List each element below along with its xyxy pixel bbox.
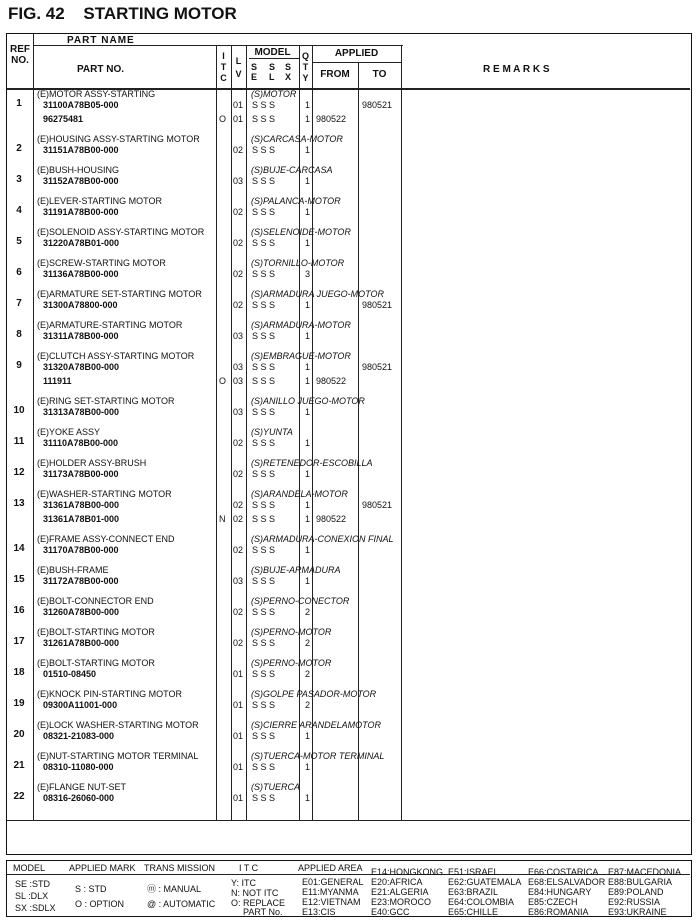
ref-number: 13	[13, 498, 25, 509]
applied-area-item: E51:ISRAEL	[448, 867, 499, 877]
applied-from: 980522	[316, 114, 347, 124]
header-applied: APPLIED	[334, 48, 379, 59]
model-applicability: S S S	[252, 145, 276, 155]
applied-area-item: E89:POLAND	[608, 887, 664, 897]
legend-itc-title: I T C	[239, 863, 259, 873]
applied-area-item: E62:GUATEMALA	[448, 877, 522, 887]
level-code: 03	[233, 362, 244, 372]
part-number: 31261A78B00-000	[43, 638, 120, 648]
model-applicability: S S S	[252, 469, 276, 479]
level-code: 02	[233, 607, 244, 617]
part-name-spanish: (S)ARMADURA-MOTOR	[251, 320, 351, 330]
part-number: 31313A78B00-000	[43, 407, 120, 417]
ref-number: 18	[13, 667, 25, 678]
applied-from: 980522	[316, 376, 347, 386]
ref-number: 8	[16, 329, 22, 340]
part-name-english: (E)SCREW-STARTING MOTOR	[37, 258, 166, 268]
level-code: 03	[233, 331, 244, 341]
level-code: 01	[233, 100, 244, 110]
ref-number: 4	[16, 205, 22, 216]
part-name-spanish: (S)BUJE-ARMADURA	[251, 565, 341, 575]
part-name-spanish: (S)TORNILLO-MOTOR	[251, 258, 345, 268]
ref-number: 6	[16, 267, 22, 278]
model-applicability: S S S	[252, 331, 276, 341]
part-name-spanish: (S)PERNO-CONECTOR	[251, 596, 350, 606]
level-code: 01	[233, 762, 244, 772]
header-remarks: R E M A R K S	[483, 64, 550, 75]
model-applicability: S S S	[252, 362, 276, 372]
level-code: 03	[233, 176, 244, 186]
quantity: 1	[305, 376, 311, 386]
part-name-spanish: (S)RETENEDOR-ESCOBILLA	[251, 458, 373, 468]
applied-to: 980521	[362, 300, 393, 310]
part-name-english: (E)ARMATURE-STARTING MOTOR	[37, 320, 183, 330]
quantity: 2	[305, 638, 311, 648]
part-name-english: (E)BUSH-FRAME	[37, 565, 109, 575]
part-name-english: (E)NUT-STARTING MOTOR TERMINAL	[37, 751, 199, 761]
part-name-english: (E)HOLDER ASSY-BRUSH	[37, 458, 147, 468]
part-name-english: (E)BUSH-HOUSING	[37, 165, 120, 175]
part-number: 111911	[43, 376, 72, 386]
part-number: 96275481	[43, 114, 84, 124]
header-model-sx: S X	[285, 62, 292, 82]
ref-number: 10	[13, 405, 25, 416]
model-applicability: S S S	[252, 700, 276, 710]
part-number: 31152A78B00-000	[43, 176, 119, 186]
quantity: 1	[305, 207, 311, 217]
applied-from: 980522	[316, 514, 347, 524]
legend-trans-automatic: @ : AUTOMATIC	[147, 899, 216, 909]
part-name-spanish: (S)PERNO-MOTOR	[251, 627, 332, 637]
model-applicability: S S S	[252, 793, 276, 803]
legend-model-title: MODEL	[13, 863, 46, 873]
header-qty: Q T Y	[301, 51, 309, 83]
applied-area-item: E21:ALGERIA	[371, 887, 429, 897]
legend-model-se: SE :STD	[15, 879, 51, 889]
header-part-no: PART NO.	[77, 64, 125, 75]
quantity: 2	[305, 607, 311, 617]
part-name-english: (E)BOLT-STARTING MOTOR	[37, 627, 155, 637]
applied-area-item: E64:COLOMBIA	[448, 897, 515, 907]
legend-model-sx: SX :SDLX	[15, 903, 56, 913]
applied-area-item: E20:AFRICA	[371, 877, 423, 887]
legend-itc-o: O: REPLACE	[231, 898, 286, 908]
header-model-se: S E	[251, 62, 258, 82]
model-applicability: S S S	[252, 238, 276, 248]
applied-area-item: E14:HONGKONG	[371, 867, 444, 877]
ref-number: 1	[16, 98, 22, 109]
quantity: 1	[305, 514, 311, 524]
applied-area-item: E12:VIETNAM	[302, 897, 361, 907]
model-applicability: S S S	[252, 438, 276, 448]
part-name-spanish: (S)PALANCA-MOTOR	[251, 196, 341, 206]
level-code: 02	[233, 638, 244, 648]
part-name-english: (E)FLANGE NUT-SET	[37, 782, 127, 792]
model-applicability: S S S	[252, 731, 276, 741]
applied-area-item: E65:CHILLE	[448, 907, 499, 917]
applied-area-item: E88:BULGARIA	[608, 877, 673, 887]
model-applicability: S S S	[252, 176, 276, 186]
applied-area-item: E86:ROMANIA	[528, 907, 589, 917]
part-name-english: (E)CLUTCH ASSY-STARTING MOTOR	[37, 351, 195, 361]
model-applicability: S S S	[252, 500, 276, 510]
legend-mark-std: S : STD	[75, 884, 107, 894]
header-from: FROM	[320, 69, 350, 80]
part-number: 31170A78B00-000	[43, 545, 119, 555]
part-name-spanish: (S)PERNO-MOTOR	[251, 658, 332, 668]
part-number: 31311A78B00-000	[43, 331, 119, 341]
part-number: 31136A78B00-000	[43, 269, 119, 279]
legend	[6, 860, 692, 917]
ref-number: 12	[13, 467, 25, 478]
model-applicability: S S S	[252, 638, 276, 648]
level-code: 02	[233, 469, 244, 479]
part-name-spanish: (S)TUERCA-MOTOR TERMINAL	[251, 751, 385, 761]
applied-to: 980521	[362, 362, 393, 372]
quantity: 1	[305, 762, 311, 772]
legend-transmission-title: TRANS MISSION	[144, 863, 216, 873]
applied-area-item: E84:HUNGARY	[528, 887, 592, 897]
part-number: 08316-26060-000	[43, 793, 115, 803]
model-applicability: S S S	[252, 576, 276, 586]
part-name-spanish: (S)ARMADURA-CONEXION FINAL	[251, 534, 394, 544]
part-number: 31100A78B05-000	[43, 100, 119, 110]
level-code: 02	[233, 438, 244, 448]
part-name-spanish: (S)ARANDELA-MOTOR	[251, 489, 348, 499]
model-applicability: S S S	[252, 514, 276, 524]
part-number: 01510-08450	[43, 669, 97, 679]
model-applicability: S S S	[252, 407, 276, 417]
quantity: 1	[305, 331, 311, 341]
applied-area-item: E85:CZECH	[528, 897, 578, 907]
level-code: 02	[233, 500, 244, 510]
header-itc: I T C	[220, 51, 227, 83]
quantity: 1	[305, 300, 311, 310]
level-code: 02	[233, 300, 244, 310]
ref-number: 2	[16, 143, 22, 154]
part-name-english: (E)RING SET-STARTING MOTOR	[37, 396, 175, 406]
header-ref-no: REF NO.	[10, 44, 30, 66]
ref-number: 17	[13, 636, 25, 647]
legend-model-sl: SL :DLX	[15, 891, 49, 901]
model-applicability: S S S	[252, 607, 276, 617]
legend-itc-n: N: NOT ITC	[231, 888, 279, 898]
applied-area-item: E01:GENERAL	[302, 877, 364, 887]
part-name-spanish: (S)MOTOR	[251, 89, 297, 99]
part-number: 31172A78B00-000	[43, 576, 119, 586]
quantity: 1	[305, 576, 311, 586]
quantity: 1	[305, 100, 311, 110]
quantity: 1	[305, 793, 311, 803]
legend-trans-manual: ⓜ : MANUAL	[147, 884, 202, 894]
quantity: 1	[305, 238, 311, 248]
figure-name: STARTING MOTOR	[83, 4, 237, 23]
quantity: 1	[305, 145, 311, 155]
part-number: 31173A78B00-000	[43, 469, 119, 479]
level-code: 01	[233, 793, 244, 803]
applied-to: 980521	[362, 100, 393, 110]
applied-area-item: E92:RUSSIA	[608, 897, 661, 907]
part-number: 31361A78B00-000	[43, 500, 120, 510]
parts-table	[6, 33, 692, 855]
header-lv: L V	[235, 56, 242, 79]
part-name-spanish: (S)TUERCA	[251, 782, 300, 792]
applied-area-item: E13:CIS	[302, 907, 336, 917]
quantity: 2	[305, 669, 311, 679]
model-applicability: S S S	[252, 269, 276, 279]
legend-itc-y: Y: ITC	[231, 878, 257, 888]
part-name-spanish: (S)CIERRE ARANDELAMOTOR	[251, 720, 382, 730]
applied-area-item: E23:MOROCO	[371, 897, 432, 907]
part-number: 31300A78800-000	[43, 300, 118, 310]
part-name-english: (E)ARMATURE SET-STARTING MOTOR	[37, 289, 202, 299]
header-part-name: PART NAME	[67, 35, 135, 46]
part-number: 31220A78B01-000	[43, 238, 120, 248]
figure-label: FIG. 42	[8, 4, 65, 23]
level-code: 02	[233, 514, 244, 524]
itc-code: O	[219, 114, 227, 124]
part-name-english: (E)BOLT-STARTING MOTOR	[37, 658, 155, 668]
part-name-spanish: (S)CARCASA-MOTOR	[251, 134, 343, 144]
applied-to: 980521	[362, 500, 393, 510]
part-number: 08321-21083-000	[43, 731, 115, 741]
model-applicability: S S S	[252, 762, 276, 772]
itc-code: N	[219, 514, 226, 524]
model-applicability: S S S	[252, 545, 276, 555]
part-name-spanish: (S)EMBRAGUE-MOTOR	[251, 351, 351, 361]
quantity: 1	[305, 407, 311, 417]
level-code: 02	[233, 269, 244, 279]
ref-number: 19	[13, 698, 25, 709]
part-number: 31260A78B00-000	[43, 607, 120, 617]
legend-applied-mark-title: APPLIED MARK	[69, 863, 136, 873]
header-model-sl: S L	[269, 62, 276, 82]
applied-area-item: E87:MACEDONIA	[608, 867, 682, 877]
quantity: 1	[305, 176, 311, 186]
model-applicability: S S S	[252, 100, 276, 110]
ref-number: 5	[16, 236, 22, 247]
ref-number: 9	[16, 360, 22, 371]
applied-area-item: E66:COSTARICA	[528, 867, 599, 877]
part-name-english: (E)LOCK WASHER-STARTING MOTOR	[37, 720, 199, 730]
part-name-spanish: (S)GOLPE PASADOR-MOTOR	[251, 689, 377, 699]
figure-title	[8, 4, 237, 24]
part-name-english: (E)BOLT-CONNECTOR END	[37, 596, 154, 606]
part-name-english: (E)YOKE ASSY	[37, 427, 101, 437]
header-to: TO	[372, 69, 387, 80]
applied-area-item: E93:UKRAINE	[608, 907, 667, 917]
legend-mark-option: O : OPTION	[75, 899, 125, 909]
model-applicability: S S S	[252, 376, 276, 386]
model-applicability: S S S	[252, 114, 276, 124]
quantity: 1	[305, 362, 311, 372]
part-number: 31320A78B00-000	[43, 362, 120, 372]
part-name-spanish: (S)ARMADURA JUEGO-MOTOR	[251, 289, 385, 299]
quantity: 1	[305, 438, 311, 448]
header-model: MODEL	[254, 47, 291, 58]
part-name-spanish: (S)BUJE-CARCASA	[251, 165, 333, 175]
ref-number: 15	[13, 574, 25, 585]
legend-itc-part-no: PART No.	[243, 907, 283, 917]
applied-area-item: E40:GCC	[371, 907, 410, 917]
quantity: 1	[305, 500, 311, 510]
level-code: 02	[233, 545, 244, 555]
level-code: 03	[233, 376, 244, 386]
ref-number: 11	[13, 436, 25, 447]
ref-number: 21	[13, 760, 25, 771]
ref-number: 3	[16, 174, 22, 185]
level-code: 02	[233, 145, 244, 155]
part-name-english: (E)MOTOR ASSY-STARTING	[37, 89, 156, 99]
ref-number: 14	[13, 543, 25, 554]
level-code: 03	[233, 407, 244, 417]
part-name-english: (E)KNOCK PIN-STARTING MOTOR	[37, 689, 183, 699]
ref-number: 7	[16, 298, 22, 309]
part-name-english: (E)WASHER-STARTING MOTOR	[37, 489, 172, 499]
part-name-english: (E)HOUSING ASSY-STARTING MOTOR	[37, 134, 200, 144]
legend-applied-area-title: APPLIED AREA	[298, 863, 363, 873]
part-name-spanish: (S)ANILLO JUEGO-MOTOR	[251, 396, 365, 406]
ref-number: 20	[13, 729, 25, 740]
applied-area-item: E63:BRAZIL	[448, 887, 499, 897]
level-code: 03	[233, 576, 244, 586]
quantity: 1	[305, 469, 311, 479]
quantity: 1	[305, 545, 311, 555]
quantity: 1	[305, 114, 311, 124]
level-code: 01	[233, 114, 244, 124]
quantity: 3	[305, 269, 311, 279]
model-applicability: S S S	[252, 669, 276, 679]
ref-number: 16	[13, 605, 25, 616]
part-number: 31151A78B00-000	[43, 145, 119, 155]
applied-area-item: E11:MYANMA	[302, 887, 359, 897]
quantity: 2	[305, 700, 311, 710]
part-number: 31361A78B01-000	[43, 514, 120, 524]
level-code: 02	[233, 207, 244, 217]
part-number: 08310-11080-000	[43, 762, 114, 772]
part-name-english: (E)LEVER-STARTING MOTOR	[37, 196, 163, 206]
part-name-spanish: (S)SELENOIDE-MOTOR	[251, 227, 351, 237]
part-number: 09300A11001-000	[43, 700, 118, 710]
part-name-spanish: (S)YUNTA	[251, 427, 293, 437]
level-code: 01	[233, 669, 244, 679]
applied-area-item: E68:ELSALVADOR	[528, 877, 606, 887]
itc-code: O	[219, 376, 227, 386]
model-applicability: S S S	[252, 300, 276, 310]
level-code: 02	[233, 238, 244, 248]
part-name-english: (E)SOLENOID ASSY-STARTING MOTOR	[37, 227, 205, 237]
part-name-english: (E)FRAME ASSY-CONNECT END	[37, 534, 175, 544]
model-applicability: S S S	[252, 207, 276, 217]
level-code: 01	[233, 731, 244, 741]
quantity: 1	[305, 731, 311, 741]
part-number: 31191A78B00-000	[43, 207, 119, 217]
part-number: 31110A78B00-000	[43, 438, 119, 448]
level-code: 01	[233, 700, 244, 710]
ref-number: 22	[13, 791, 25, 802]
